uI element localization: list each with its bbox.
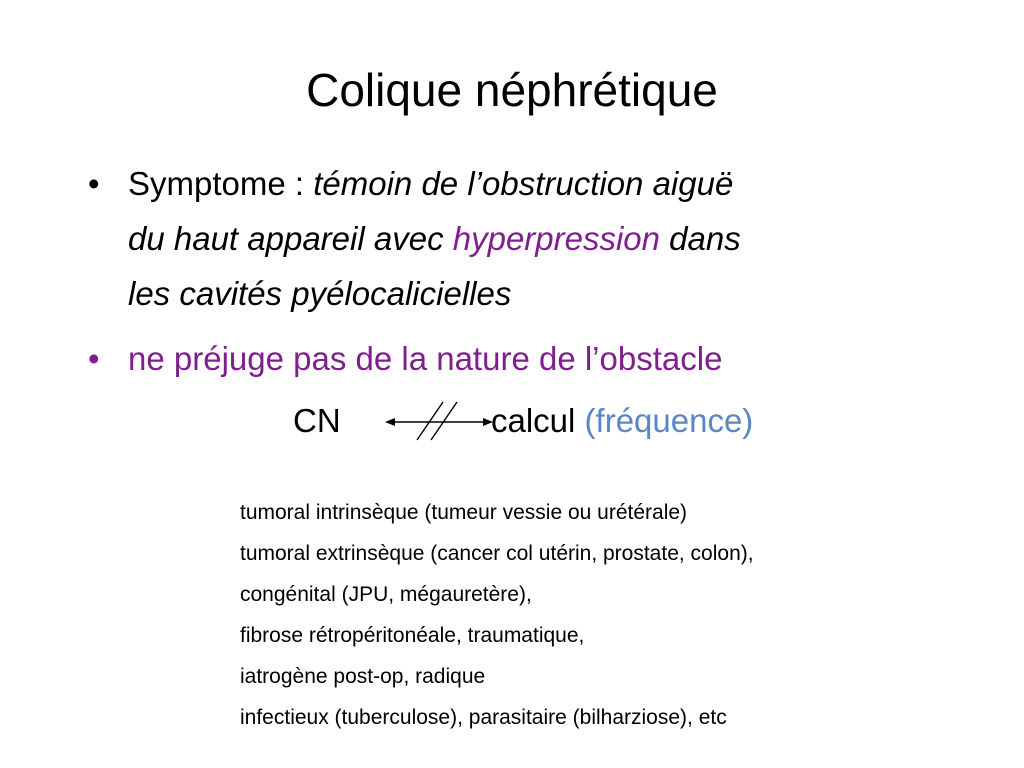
cause-item: congénital (JPU, mégauretère), [240,583,532,606]
cause-item: tumoral extrinsèque (cancer col utérin, prostate, colon), [240,542,754,565]
cause-item: infectieux (tuberculose), parasitaire (bilharziose), etc [240,706,727,729]
symptome-text-line2-end: dans [660,220,741,257]
bullet-obstacle [88,331,918,386]
cause-item: tumoral intrinsèque (tumeur vessie ou urétérale) [240,501,688,524]
bullet-symptome [88,156,918,321]
crossed-double-arrow-icon [383,400,495,442]
symptome-text-line2: du haut appareil avec [128,220,453,257]
bullet-list [88,156,918,396]
slide-title: Colique néphrétique [306,64,718,116]
cn-calcul-relation [0,396,1024,446]
relation-frequence-note: (fréquence) [584,402,754,439]
relation-calcul-label: calcul [491,402,576,439]
symptome-text-line3: les cavités pyélocalicielles [128,275,512,312]
symptome-label: Symptome : [128,165,314,202]
causes-list [240,492,754,738]
cause-item: iatrogène post-op, radique [240,665,486,688]
cause-item: fibrose rétropéritonéale, traumatique, [240,624,585,647]
hyperpression-highlight: hyperpression [452,220,661,257]
bullet-marker: • [88,165,100,202]
obstacle-text: ne préjuge pas de la nature de l’obstacle [128,340,723,377]
relation-cn-label: CN [293,402,341,439]
symptome-text-line1: témoin de l’obstruction aiguë [313,165,734,202]
bullet-marker: • [88,340,100,377]
relation-calcul [491,396,753,446]
